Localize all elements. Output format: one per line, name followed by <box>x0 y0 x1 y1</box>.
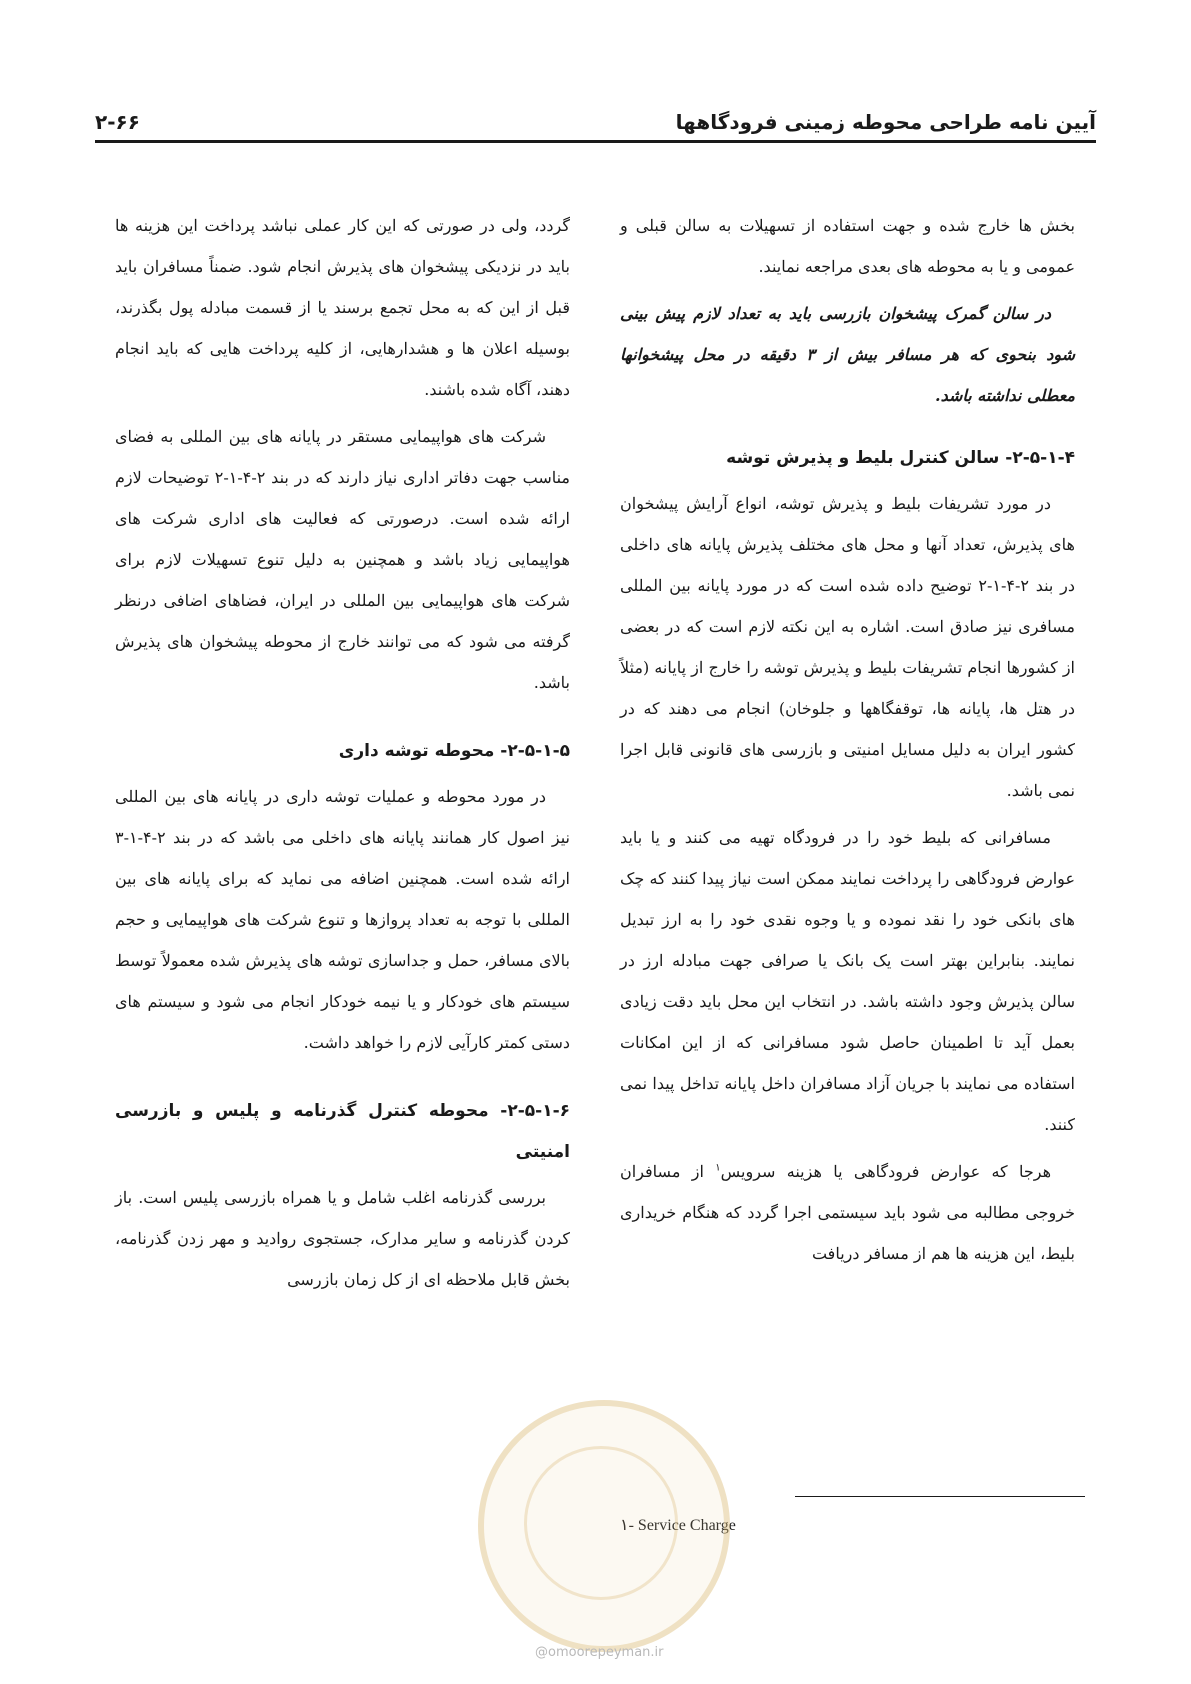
section-heading: ۲-۵-۱-۵- محوطه توشه داری <box>338 741 570 761</box>
footnote: ۱- Service Charge <box>620 1517 736 1534</box>
right-column <box>620 205 1075 1280</box>
section-heading: ۲-۵-۱-۶- محوطه کنترل گذرنامه و پلیس و بازرسی امنیتی <box>115 1101 570 1162</box>
paragraph: در مورد تشریفات بلیط و پذیرش توشه، انواع آرایش پیشخوان های پذیرش، تعداد آنها و محل های مختلف پذیرش پایانه های داخلی در بند ۲-۴-۱-۲ توضیح داده شده است که در مورد پایانه بین المللی مسافری نیز صادق است. اشاره به این نکته لازم است که در بعضی از کشورها انجام تشریفات بلیط و پذیرش توشه را خارج از پایانه (مثلاً در هتل ها، پایانه ها، توقفگاهها و جلوخان) انجام می دهند که در کشور ایران به دلیل مسایل امنیتی و بازرسی های قانونی قابل اجرا نمی باشد. <box>620 494 1076 800</box>
paragraph-text: از مسافران خروجی مطالبه می شود باید سیستمی اجرا گردد که هنگام خریداری بلیط، این هزینه ها هم از مسافر دریافت <box>620 1162 1075 1263</box>
page-number: ۲-۶۶ <box>95 110 140 134</box>
document-title: آیین نامه طراحی محوطه زمینی فرودگاهها <box>675 110 1096 134</box>
paragraph: بخش ها خارج شده و جهت استفاده از تسهیلات به سالن قبلی و عمومی و یا به محوطه های بعدی مراجعه نمایند. <box>620 216 1075 276</box>
footnote-divider <box>795 1496 1085 1497</box>
footnote-marker: ۱ <box>715 1162 721 1174</box>
emphasized-paragraph: در سالن گمرک پیشخوان بازرسی باید به تعداد لازم پیش بینی شود بنحوی که هر مسافر بیش از ۳ دقیقه در محل پیشخوانها معطلی نداشته باشد. <box>620 304 1075 405</box>
watermark-site: @omoorepeyman.ir <box>535 1645 664 1660</box>
left-column <box>115 205 570 1306</box>
paragraph: در مورد محوطه و عملیات توشه داری در پایانه های بین المللی نیز اصول کار همانند پایانه های داخلی می باشد که در بند ۲-۴-۱-۳ ارائه شده است. همچنین اضافه می نماید که برای پایانه های بین المللی با توجه به تعداد پروازها و تنوع شرکت های هواپیمایی و حجم بالای مسافر، حمل و جداسازی توشه های پذیرش شده معمولاً توسط سیستم های خودکار و یا نیمه خودکار انجام می شود و سیستم های دستی کمتر کارآیی لازم را خواهد داشت. <box>115 787 570 1052</box>
watermark-seal-icon <box>478 1400 730 1652</box>
paragraph-text: هرجا که عوارض فرودگاهی یا هزینه سرویس <box>720 1162 1052 1181</box>
paragraph: شرکت های هواپیمایی مستقر در پایانه های بین المللی به فضای مناسب جهت دفاتر اداری نیاز دارند که در بند ۲-۴-۱-۲ توضیحات لازم ارائه شده است. درصورتی که فعالیت های اداری شرکت های هواپیمایی زیاد باشد و همچنین به دلیل تنوع تسهیلات لازم برای شرکت های هواپیمایی بین المللی در ایران، فضاهای اضافی درنظر گرفته می شود که می توانند خارج از محوطه پیشخوان های پذیرش باشد. <box>115 427 571 692</box>
section-heading: ۲-۵-۱-۴- سالن کنترل بلیط و پذیرش توشه <box>726 448 1075 468</box>
page-header <box>95 100 1096 143</box>
paragraph <box>620 1151 1075 1274</box>
paragraph: بررسی گذرنامه اغلب شامل و یا همراه بازرسی پلیس است. باز کردن گذرنامه و سایر مدارک، جستجوی روادید و مهر زدن گذرنامه، بخش قابل ملاحظه ای از کل زمان بازرسی <box>115 1188 570 1289</box>
paragraph: گردد، ولی در صورتی که این کار عملی نباشد پرداخت این هزینه ها باید در نزدیکی پیشخوان های پذیرش انجام شود. ضمناً مسافران باید قبل از این که به محل تجمع برسند یا از قسمت مبادله پول بگذرند، بوسیله اعلان ها و هشدارهایی، از کلیه پرداخت هایی که باید انجام دهند، آگاه شده باشند. <box>115 216 571 399</box>
paragraph: مسافرانی که بلیط خود را در فرودگاه تهیه می کنند و یا باید عوارض فرودگاهی را پرداخت نمایند ممکن است نیاز پیدا کنند که چک های بانکی خود را نقد نموده و یا وجوه نقدی خود را به ارز تبدیل نمایند. بنابراین بهتر است یک بانک یا صرافی جهت مبادله ارز در سالن پذیرش وجود داشته باشد. در انتخاب این محل باید دقت زیادی بعمل آید تا اطمینان حاصل شود مسافرانی که از این امکانات استفاده می نمایند با جریان آزاد مسافران داخل پایانه تداخل پیدا نمی کنند. <box>620 828 1075 1134</box>
